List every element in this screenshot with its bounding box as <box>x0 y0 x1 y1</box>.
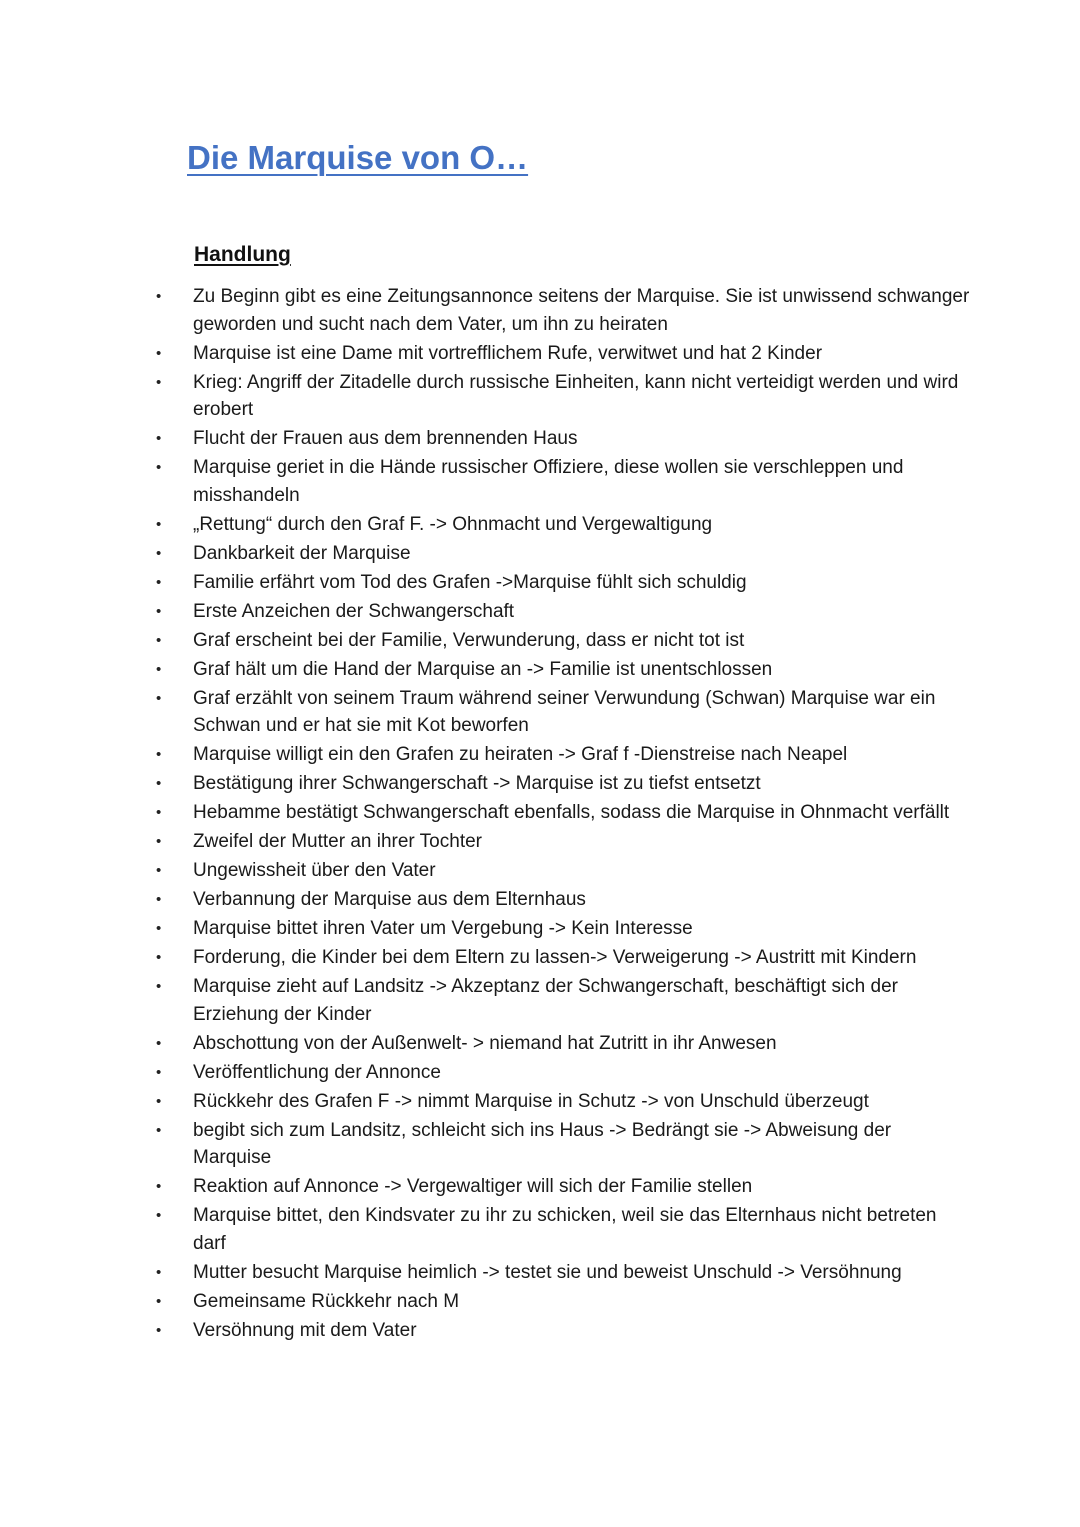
list-item <box>0 425 1080 453</box>
list-item-text: Bestätigung ihrer Schwangerschaft -> Marquise ist zu tiefst entsetzt <box>193 773 761 795</box>
list-item-text: begibt sich zum Landsitz, schleicht sich ins Haus -> Bedrängt sie -> Abweisung der Marquise <box>193 1119 892 1169</box>
list-item <box>0 1317 1080 1345</box>
bullet-dot-icon: • <box>156 1207 162 1225</box>
list-item <box>0 540 1080 568</box>
list-item <box>0 828 1080 856</box>
list-item-text: Erste Anzeichen der Schwangerschaft <box>193 600 515 622</box>
list-item <box>0 656 1080 684</box>
list-item-text: Flucht der Frauen aus dem brennenden Haus <box>193 428 578 450</box>
list-item-text: „Rettung“ durch den Graf F. -> Ohnmacht und Vergewaltigung <box>193 513 713 535</box>
list-item-text: Familie erfährt vom Tod des Grafen ->Marquise fühlt sich schuldig <box>193 571 747 593</box>
list-item-text: Mutter besucht Marquise heimlich -> testet sie und beweist Unschuld -> Versöhnung <box>193 1261 902 1283</box>
list-item-text: Gemeinsame Rückkehr nach M <box>193 1290 460 1312</box>
document-title: Die Marquise von O… <box>187 139 529 176</box>
bullet-dot-icon: • <box>156 515 162 533</box>
list-item-text: Graf erscheint bei der Familie, Verwunderung, dass er nicht tot ist <box>193 629 745 651</box>
list-item-text: Dankbarkeit der Marquise <box>193 542 411 564</box>
bullet-dot-icon: • <box>156 775 162 793</box>
list-item <box>0 627 1080 655</box>
list-item <box>0 1288 1080 1316</box>
list-item <box>0 886 1080 914</box>
bullet-dot-icon: • <box>156 920 162 938</box>
list-item-text: Graf hält um die Hand der Marquise an -> Familie ist unentschlossen <box>193 658 773 680</box>
list-item-text: Marquise bittet, den Kindsvater zu ihr zu schicken, weil sie das Elternhaus nicht betreten darf <box>193 1205 937 1254</box>
bullet-dot-icon: • <box>156 689 162 707</box>
list-item <box>0 973 1080 1028</box>
bullet-dot-icon: • <box>156 430 162 448</box>
bullet-dot-icon: • <box>156 344 162 362</box>
list-item-text: Forderung, die Kinder bei dem Eltern zu lassen-> Verweigerung -> Austritt mit Kindern <box>193 947 917 969</box>
bullet-dot-icon: • <box>156 862 162 880</box>
list-item-text: Abschottung von der Außenwelt- > niemand hat Zutritt in ihr Anwesen <box>193 1032 777 1054</box>
list-item <box>0 770 1080 798</box>
list-item-text: Graf erzählt von seinem Traum während seiner Verwundung (Schwan) Marquise war ein Schwan und er hat sie mit Kot beworfen <box>193 687 936 737</box>
list-item-text: Zweifel der Mutter an ihrer Tochter <box>193 831 482 853</box>
bullet-dot-icon: • <box>156 1121 162 1139</box>
list-item-text: Marquise zieht auf Landsitz -> Akzeptanz der Schwangerschaft, beschäftigt sich der Erziehung der Kinder <box>193 976 898 1025</box>
list-item <box>0 454 1080 509</box>
plot-bullet-list <box>0 283 1080 1346</box>
list-item <box>0 685 1080 740</box>
bullet-dot-icon: • <box>156 1063 162 1081</box>
list-item <box>0 944 1080 972</box>
list-item <box>0 340 1080 368</box>
bullet-dot-icon: • <box>156 1034 162 1052</box>
list-item <box>0 857 1080 885</box>
list-item-text: Zu Beginn gibt es eine Zeitungsannonce seitens der Marquise. Sie ist unwissend schwanger geworden und sucht nach dem Vater, um ihn zu heiraten <box>193 286 970 335</box>
list-item-text: Krieg: Angriff der Zitadelle durch russische Einheiten, kann nicht verteidigt werden und wird erobert <box>193 371 959 421</box>
bullet-dot-icon: • <box>156 544 162 562</box>
list-item-text: Marquise willigt ein den Grafen zu heiraten -> Graf f -Dienstreise nach Neapel <box>193 744 848 766</box>
bullet-dot-icon: • <box>156 631 162 649</box>
list-item-text: Marquise bittet ihren Vater um Vergebung -> Kein Interesse <box>193 918 693 940</box>
bullet-dot-icon: • <box>156 949 162 967</box>
bullet-dot-icon: • <box>156 1178 162 1196</box>
list-item <box>0 1259 1080 1287</box>
bullet-dot-icon: • <box>156 1321 162 1339</box>
list-item <box>0 283 1080 338</box>
list-item <box>0 1059 1080 1087</box>
section-heading-handlung: Handlung <box>194 243 291 266</box>
list-item <box>0 1088 1080 1116</box>
list-item <box>0 569 1080 597</box>
list-item-text: Verbannung der Marquise aus dem Elternhaus <box>193 889 586 911</box>
list-item <box>0 799 1080 827</box>
list-item-text: Ungewissheit über den Vater <box>193 860 436 882</box>
bullet-dot-icon: • <box>156 1092 162 1110</box>
list-item <box>0 741 1080 769</box>
list-item <box>0 915 1080 943</box>
list-item <box>0 511 1080 539</box>
list-item <box>0 369 1080 424</box>
bullet-dot-icon: • <box>156 573 162 591</box>
list-item <box>0 1173 1080 1201</box>
list-item-text: Hebamme bestätigt Schwangerschaft ebenfalls, sodass die Marquise in Ohnmacht verfällt <box>193 802 950 824</box>
bullet-dot-icon: • <box>156 1292 162 1310</box>
list-item <box>0 598 1080 626</box>
bullet-dot-icon: • <box>156 459 162 477</box>
list-item <box>0 1030 1080 1058</box>
bullet-dot-icon: • <box>156 746 162 764</box>
bullet-dot-icon: • <box>156 288 162 305</box>
bullet-dot-icon: • <box>156 891 162 909</box>
bullet-dot-icon: • <box>156 1263 162 1281</box>
list-item-text: Reaktion auf Annonce -> Vergewaltiger will sich der Familie stellen <box>193 1176 753 1198</box>
list-item <box>0 1202 1080 1257</box>
list-item-text: Rückkehr des Grafen F -> nimmt Marquise in Schutz -> von Unschuld überzeugt <box>193 1090 869 1112</box>
bullet-dot-icon: • <box>156 602 162 620</box>
list-item <box>0 1117 1080 1172</box>
bullet-dot-icon: • <box>156 660 162 678</box>
list-item-text: Marquise ist eine Dame mit vortrefflichem Rufe, verwitwet und hat 2 Kinder <box>193 342 823 364</box>
bullet-dot-icon: • <box>156 373 162 391</box>
list-item-text: Marquise geriet in die Hände russischer Offiziere, diese wollen sie verschleppen und misshandeln <box>193 457 904 506</box>
bullet-dot-icon: • <box>156 804 162 822</box>
list-item-text: Versöhnung mit dem Vater <box>193 1319 417 1341</box>
bullet-dot-icon: • <box>156 833 162 851</box>
list-item-text: Veröffentlichung der Annonce <box>193 1061 441 1083</box>
bullet-dot-icon: • <box>156 978 162 996</box>
